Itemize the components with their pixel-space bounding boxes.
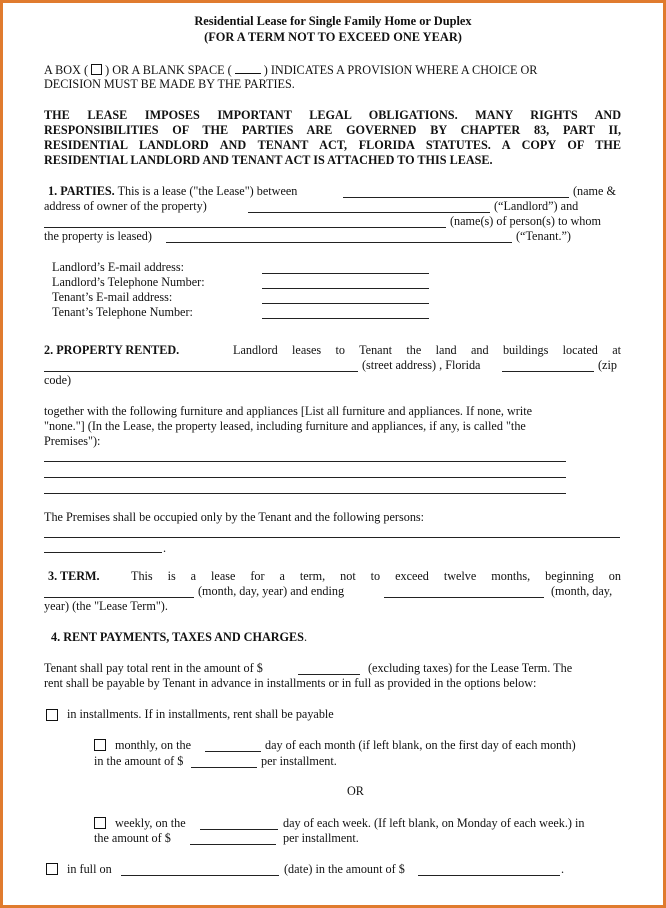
furniture-text-3: Premises"): [44, 434, 101, 448]
tenant-names-blank[interactable] [44, 227, 446, 228]
term-start-blank[interactable] [44, 597, 194, 598]
box-explanation-2: DECISION MUST BE MADE BY THE PARTIES. [44, 77, 295, 91]
full-payment-date-blank[interactable] [121, 875, 279, 876]
or-separator: OR [347, 784, 364, 798]
zip-code-blank[interactable] [502, 371, 594, 372]
occupants-text: The Premises shall be occupied only by the Tenant and the following persons: [44, 510, 425, 524]
property-line-1: 2. PROPERTY RENTED. Landlord leases to Tenant the land and buildings located at [44, 343, 621, 357]
monthly-amount-blank[interactable] [191, 767, 257, 768]
box-explanation: A BOX ( ) OR A BLANK SPACE ( ) INDICATES A PROVISION WHERE A CHOICE OR [44, 63, 538, 77]
total-rent-blank[interactable] [298, 674, 360, 675]
installments-checkbox[interactable] [46, 709, 58, 721]
monthly-day-blank[interactable] [205, 751, 261, 752]
landlord-email-blank[interactable] [262, 273, 429, 274]
installments-label: in installments. If in installments, rent shall be payable [67, 707, 334, 721]
warning-line-1: THE LEASE IMPOSES IMPORTANT LEGAL OBLIGATIONS. MANY RIGHTS AND [44, 108, 621, 122]
owner-address-blank[interactable] [248, 212, 490, 213]
lease-document: Residential Lease for Single Family Home or Duplex (FOR A TERM NOT TO EXCEED ONE YEAR) A BOX ( ) OR A BLANK SPACE ( ) INDICATES A PROVISION WHERE A CHOICE OR DECISION MUST BE MADE BY THE PARTIES. THE LEASE IMPOSES IMPORTANT LEGAL OBLIGATIONS. MANY RIGHTS AND RESPONSIBILITIES OF THE PARTIES ARE GOVERNED BY CHAPTER 83, PART II, RESIDENTIAL LANDLORD AND TENANT ACT, FLORIDA STATUTES. A COPY OF THE RESIDENTIAL LANDLORD AND TENANT ACT IS ATTACHED TO THIS LEASE. 1. PARTIES. This is a lease ("the Lease") between (name & address of owner of the property) (“Landlord”) and (name(s) of person(s) to whom the property is leased) (“Tenant.”) Landlord’s E-mail address: Landlord’s Telephone Number: Tenant’s E-mail address: Tenant’s Telephone Number: 2. PROPERTY RENTED. Landlord leases to Tenant the land and buildings located at (street address) , Florida (zip code) together with the following furniture and appliances [List all furniture and appliances. If none, write "none."] (In the Lease, the property leased, including furniture and appliances, if any, is called "the Premises"): The Premises shall be occupied only by the Tenant and the following persons: . 3. TERM. This is a lease for a term, not to exceed twelve months, beginning on (month, day, year) and ending (month, day, year) (the "Lease Term"). 4. RENT PAYMENTS, TAXES AND CHARGES. Tenant shall pay total rent in the amount of $ (excluding taxes) for the Lease Term. The rent shall be payable by Tenant in advance in installments or in full as provided in the options below: in installments. If in installments, rent shall be payable monthly, on the day of each month (if left blank, on the first day of each month) in the amount of $ per installment. OR weekly, on the day of each week. (If left blank, on Monday of each week.) in the amount of $ per installment. in full on (date) in the amount of $ . [0, 0, 666, 908]
tenant-phone-label: Tenant’s Telephone Number: [52, 305, 193, 319]
furniture-blank-2[interactable] [44, 477, 566, 478]
term-heading: 3. TERM. [48, 569, 100, 583]
landlord-phone-label: Landlord’s Telephone Number: [52, 275, 205, 289]
furniture-blank-3[interactable] [44, 493, 566, 494]
tenant-phone-blank[interactable] [262, 318, 429, 319]
landlord-email-label: Landlord’s E-mail address: [52, 260, 184, 274]
term-line-1: 3. TERM. This is a lease for a term, not to exceed twelve months, beginning on [48, 569, 621, 583]
warning-line-4: RESIDENTIAL LANDLORD AND TENANT ACT IS ATTACHED TO THIS LEASE. [44, 153, 493, 167]
property-heading: 2. PROPERTY RENTED. [44, 343, 180, 357]
parties-heading-line: 1. PARTIES. This is a lease ("the Lease") between [48, 184, 298, 198]
owner-name-blank[interactable] [343, 197, 569, 198]
rent-heading: 4. RENT PAYMENTS, TAXES AND CHARGES. [51, 630, 307, 644]
weekly-checkbox[interactable] [94, 817, 106, 829]
tenant-email-blank[interactable] [262, 303, 429, 304]
weekly-amount-blank[interactable] [190, 844, 276, 845]
furniture-text-1: together with the following furniture and appliances [List all furniture and appliances. If none, write [44, 404, 533, 418]
tenant-email-label: Tenant’s E-mail address: [52, 290, 173, 304]
furniture-blank-1[interactable] [44, 461, 566, 462]
monthly-checkbox[interactable] [94, 739, 106, 751]
landlord-phone-blank[interactable] [262, 288, 429, 289]
sample-blank [235, 62, 261, 74]
sample-checkbox [91, 64, 102, 75]
furniture-text-2: "none."] (In the Lease, the property leased, including furniture and appliances, if any, is called "the [44, 419, 526, 433]
occupants-blank-1[interactable] [44, 537, 620, 538]
warning-line-2: RESPONSIBILITIES OF THE PARTIES ARE GOVERNED BY CHAPTER 83, PART II, [44, 123, 621, 137]
warning-line-3: RESIDENTIAL LANDLORD AND TENANT ACT, FLORIDA STATUTES. A COPY OF THE [44, 138, 621, 152]
document-title: Residential Lease for Single Family Home or Duplex [194, 14, 472, 28]
full-payment-amount-blank[interactable] [418, 875, 560, 876]
parties-heading: 1. PARTIES. [48, 184, 115, 198]
tenant-property-blank[interactable] [166, 242, 512, 243]
street-address-blank[interactable] [44, 371, 358, 372]
document-subtitle: (FOR A TERM NOT TO EXCEED ONE YEAR) [204, 30, 462, 44]
full-payment-checkbox[interactable] [46, 863, 58, 875]
weekly-day-blank[interactable] [200, 829, 278, 830]
occupants-blank-2[interactable] [44, 552, 162, 553]
term-end-blank[interactable] [384, 597, 544, 598]
